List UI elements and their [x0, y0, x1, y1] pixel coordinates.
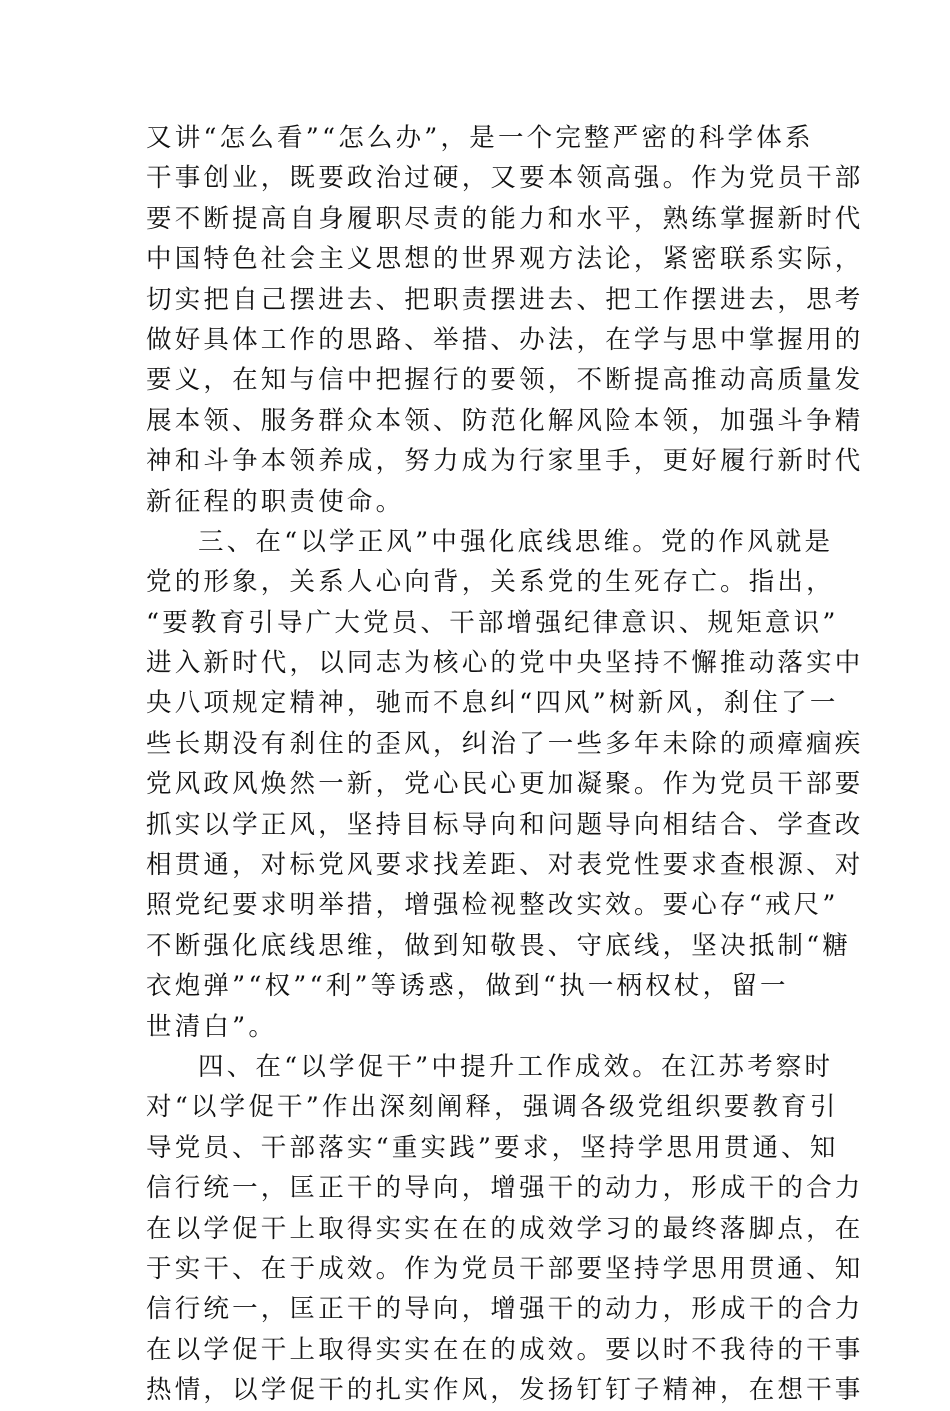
section-heading-line: 四、在“以学促干”中提升工作成效。在江苏考察时 [198, 1051, 834, 1082]
text-line: 在以学促干上取得实实在在的成效。要以时不我待的干事 [146, 1334, 864, 1365]
text-line: 些长期没有刹住的歪风，纠治了一些多年未除的顽瘴痼疾 [146, 728, 864, 759]
text-line: 中国特色社会主义思想的世界观方法论，紧密联系实际， [146, 244, 864, 275]
text-line: 央八项规定精神，驰而不息纠“四风”树新风，刹住了一 [146, 688, 839, 719]
text-line: 干事创业，既要政治过硬，又要本领高强。作为党员干部 [146, 163, 864, 194]
text-line: 进入新时代，以同志为核心的党中央坚持不懈推动落实中 [146, 648, 864, 679]
text-line: 在以学促干上取得实实在在的成效学习的最终落脚点，在 [146, 1213, 864, 1244]
text-line: 要义，在知与信中把握行的要领，不断提高推动高质量发 [146, 365, 864, 396]
text-line: 对“以学促干”作出深刻阐释，强调各级党组织要教育引 [146, 1092, 839, 1123]
text-line: 相贯通，对标党风要求找差距、对表党性要求查根源、对 [146, 850, 864, 881]
text-line: 做好具体工作的思路、举措、办法，在学与思中掌握用的 [146, 324, 864, 355]
text-line: 神和斗争本领养成，努力成为行家里手，更好履行新时代 [146, 446, 864, 477]
text-line: 切实把自己摆进去、把职责摆进去、把工作摆进去，思考 [146, 284, 864, 315]
text-line: 衣炮弹”“权”“利”等诱惑，做到“执一柄权杖，留一 [146, 971, 789, 1002]
text-line: 照党纪要求明举措，增强检视整改实效。要心存“戒尺” [146, 890, 839, 921]
text-line: 导党员、干部落实“重实践”要求，坚持学思用贯通、知 [146, 1132, 839, 1163]
text-line: 党的形象，关系人心向背，关系党的生死存亡。指出， [146, 567, 835, 598]
text-line: “要教育引导广大党员、干部增强纪律意识、规矩意识” [146, 607, 839, 638]
text-line: 信行统一，匡正干的导向，增强干的动力，形成干的合力 [146, 1173, 864, 1204]
section-heading-line: 三、在“以学正风”中强化底线思维。党的作风就是 [198, 526, 834, 557]
text-line: 不断强化底线思维，做到知敬畏、守底线，坚决抵制“糖 [146, 930, 852, 961]
text-line: 抓实以学正风，坚持目标导向和问题导向相结合、学查改 [146, 809, 864, 840]
text-line: 于实干、在于成效。作为党员干部要坚持学思用贯通、知 [146, 1253, 864, 1284]
body-text [146, 118, 864, 1411]
text-line: 世清白”。 [146, 1011, 278, 1042]
text-line: 新征程的职责使命。 [146, 486, 405, 517]
text-line: 展本领、服务群众本领、防范化解风险本领，加强斗争精 [146, 405, 864, 436]
text-line: 热情，以学促干的扎实作风，发扬钉钉子精神，在想干事 [146, 1375, 864, 1406]
text-line: 又讲“怎么看”“怎么办”，是一个完整严密的科学体系 [146, 123, 814, 153]
text-line: 党风政风焕然一新，党心民心更加凝聚。作为党员干部要 [146, 769, 864, 800]
text-line: 要不断提高自身履职尽责的能力和水平，熟练掌握新时代 [146, 203, 864, 234]
text-line: 信行统一，匡正干的导向，增强干的动力，形成干的合力 [146, 1294, 864, 1325]
